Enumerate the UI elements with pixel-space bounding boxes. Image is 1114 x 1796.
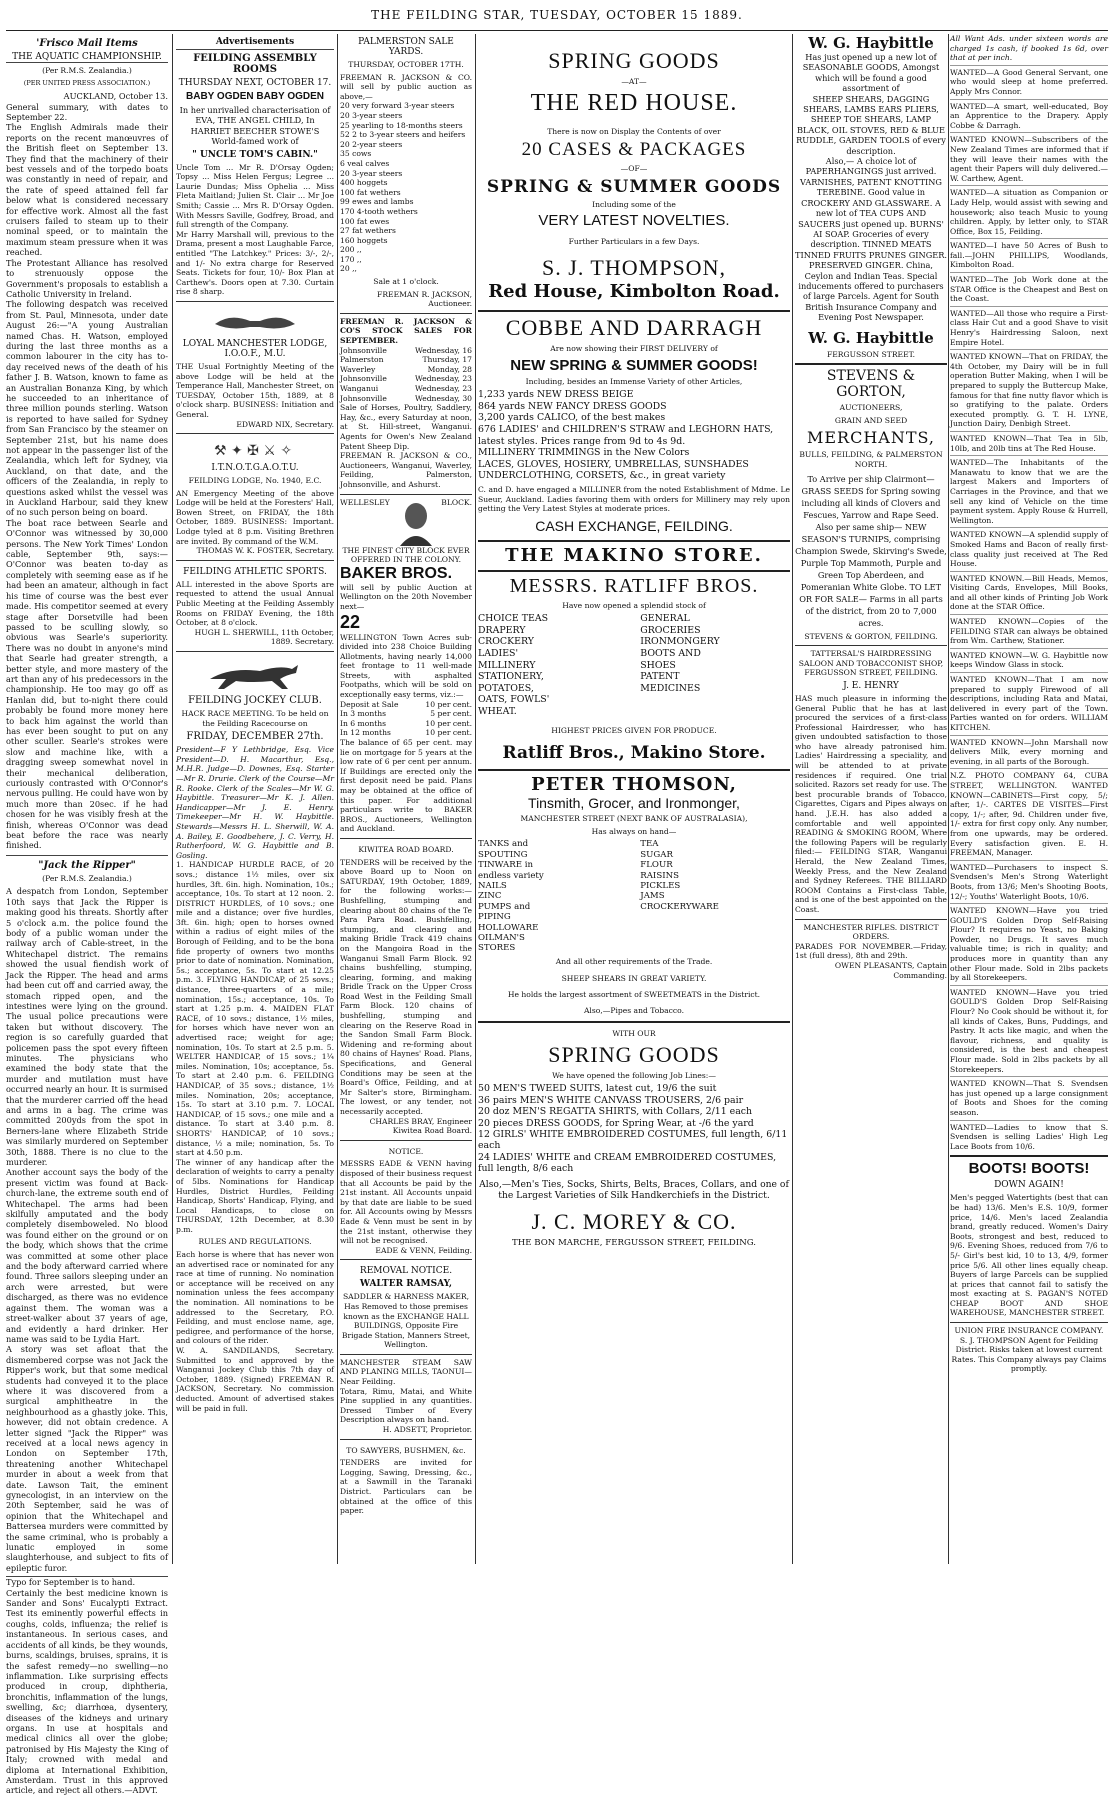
ad-body: HAS much pleasure in informing the General Public that he has at last procured the services of a first-class Professional Hairdresser, who has given undoubted satisfaction to those who have already patronised him. Ladies' Hairdressing a speciality, and will be attended to at private residences if required. One trial solicited. Razors set ready for use. The best procurable brands of Tobacco, Cigarettes, Cigars and Pipes always on hand. J.E.H. has also added a comfortable and well appointed READING & SMOKING ROOM, Where the following Papers will be regularly filed:— FEILDING STAR, Wanganui Herald, the New Zealand Times, Weekly Press, and the New Zealand and Sydney Referees. THE BILLIARD ROOM Contains a First-class Table, and is one of the best appointed on the Coast. (795, 693, 947, 914)
list-item: GENERAL GROCERIES (640, 613, 701, 636)
ad-signature: OWEN PLEASANTS, Captain Commanding. (834, 960, 947, 980)
ad-body: TENDERS will be received by the above Board up to Noon on SATURDAY, 19th October, 1889, for the following works:— Bushfelling, stumping and clearing about 80 chains of the Te Para Para Road. Bushfelling, stumping, and clearing and making Bridle Track 419 chains on the Mangoira Road in the Wanganui Small Farm Block. 92 chains bushfelling, stumping, clearing, forming, and making Bridle Track on the Upper Cross Road West in the Feilding Small Farm Block. 120 chains of bushfelling, stumping and clearing on the Reserve Road in the Sandon Small Farm Block. Widening and re-forming about 80 chains of Haynes' Road. Plans, Specifications, and General Conditions may be seen at the Board's Office, Feilding, and at Mr Salter's store, Birmingham. The lowest, or any tender, not necessarily accepted. (340, 857, 472, 1116)
cash-exchange: CASH EXCHANGE, FEILDING. (535, 517, 733, 534)
table-row (340, 365, 472, 375)
list-item: WANTED—The Inhabitants of the Manawatu to know that we are the largest Makers and Importers of Carriages in the Province, and that we sell any kind of Vehicle on the time payment system. Apply Rouse & Hurrell, Wellington. (950, 455, 1108, 525)
caption-right: BLOCK. (441, 497, 472, 507)
ad-sheep-shears: SHEEP SHEARS IN GREAT VARIETY. (561, 974, 707, 984)
ad-signature: W. A. SANDILANDS, Secretary. Submitted to and approved by the Wanganui Jockey Club this 7th day of October, 1889. (Signed) FREEMAN R. JACKSON, Secretary. No commission deducted. Amount of advertised stakes will be paid in full. (176, 1346, 334, 1413)
byline: (Per R.M.S. Zealandia.) (42, 873, 132, 883)
ad-title: REMOVAL NOTICE. (359, 1266, 453, 1277)
list-item: N.Z. PHOTO COMPANY 64, CUBA STREET, WELLINGTON. WANTED KNOWN—CABINETS—First copy, 5/; after, 1/-. CARTES DE VISITES—First copy, 1/-; after, 9d. Children under five, 1/- extra for first copy only. Any number, from one upwards, may be ordered. Every satisfaction given. E. H. FREEMAN, Manager. (950, 768, 1108, 857)
list-item: RAISINS (640, 870, 680, 881)
table-cell: 5 per cent. (430, 709, 472, 719)
ad-sweetmeats: He holds the largest assortment of SWEETMEATS in the District. (507, 990, 761, 1000)
column-display-ads (478, 34, 790, 1564)
red-house-title: SPRING GOODS (548, 48, 720, 73)
ad-body: WELLINGTON Town Acres sub-divided into 238 Choice Building Allotments, having nearly 14,000 feet frontage to 11 well-made Streets, with asphalted Footpaths, which will be sold on exceptionally easy terms, viz.:— (340, 632, 472, 700)
ad-body: S. J. THOMPSON Agent for Feilding District. Risks taken at lowest current Rates. This Company always pay Claims promptly. (951, 1335, 1107, 1374)
stevens-gorton-title: STEVENS & GORTON, (826, 368, 916, 401)
list-item: WANTED KNOWN—A splendid supply of Smoked Hams and Bacon of really first-class quality just received at The Red House. (950, 527, 1108, 568)
ad-body: THE Usual Fortnightly Meeting of the above Lodge will be held at the Temperance Hall, Manchester Street, on TUESDAY, October 15th, 1889, at 8 o'clock sharp. BUSINESS: Initiation and General. (176, 361, 334, 419)
table-cell: Wednesday, 30 (415, 393, 472, 403)
column-news (6, 34, 168, 1796)
dateline: AUCKLAND, October 13. (63, 91, 168, 102)
list-item: 52 2 to 3-year steers and heifers (340, 130, 466, 140)
ad-star: BABY OGDEN BABY OGDEN (186, 91, 324, 102)
ad-title: I.T.N.O.T.G.A.O.T.U. (211, 463, 299, 474)
ad-title: MANCHESTER STEAM SAW AND PLANING MILLS, TAONUI—Near Feilding. (340, 1357, 472, 1387)
list-item: WANTED KNOWN—Have you tried GOULD'S Golden Drop Self-Raising Flour? No Cook should be without it, for all kinds of Cakes, Buns, Puddings, and Pastry. It acts like magic, and when the flavour, richness, and quality is considered, is the best and cheapest Flour made. Sold in 2lbs packets by all Storekeepers. (950, 985, 1108, 1074)
ad-body: Totara, Rimu, Matai, and White Pine supplied in any quantities. Dressed Timber of Every Description always on hand. (340, 1386, 472, 1425)
column-divider (792, 34, 793, 1564)
list-item: PICKLES (640, 881, 681, 892)
list-item: 864 yards NEW FANCY DRESS GOODS (478, 400, 667, 412)
boots-subtitle: DOWN AGAIN! (994, 1180, 1064, 1191)
ad-races: 1. HANDICAP HURDLE RACE, of 20 sovs.; distance 1½ miles, over six hurdles, 3ft. 6in. high. Nomination, 10s.; acceptance, 10s. To start at 12 noon. 2. DISTRICT HURDLES, of 10 sovs.; one mile and a distance; over five hurdles, 3ft. 6in. high; open to horses owned within a radius of eight miles of the Borough of Feilding, and to be the bona fide property of owners two months prior to date of nomination. Nomination, 5s.; acceptance, 5s. To start at 12.25 p.m. 3. FLYING HANDICAP, of 25 sovs.; distance, three-quarters of a mile; nomination, 15s.; acceptance, 10s. To start at 1.25 p.m. 4. MAIDEN FLAT RACE, of 10 sovs.; distance, 1½ miles, for horses which have never won an advertised race; weight for age; nomination, 10s. To start at 2.5 p.m. 5. WELTER HANDICAP, of 15 sovs.; 1¼ miles. Nomination, 10s; acceptance, 5s. To start at 2.40 p.m. 6. FEILDING HANDICAP, of 35 sovs.; distance, 1½ miles. Nomination, 20s; acceptance, 15s. To start at 3.10 p.m. 7. LOCAL HANDICAP, of 15 sovs.; one mile and a distance. To start at 3.40 p.m. 8. SHORTS' HANDICAP, of 10 sovs.; distance, ½ a mile; nomination, 5s. To start at 4.50 p.m. (176, 860, 334, 1158)
ad-body: ALL interested in the above Sports are requested to attend the usual Annual Public Meeting at the Feilding Assembly Rooms on FRIDAY Evening, the 18th October, at 8 o'clock. (176, 579, 334, 628)
list-item: WANTED KNOWN—That Tea in 5lb, 10lb, and 20lb tins at The Red House. (950, 431, 1108, 453)
ad-title: NOTICE. (388, 1146, 424, 1156)
ad-footer: Sale at 1 o'clock. (373, 277, 439, 287)
list-item: TANKS and SPOUTING (478, 839, 529, 860)
ad-body: The winner of any handicap after the declaration of weights to carry a penalty of 5lbs. Nominations for Handicap Hurdles, District Hurdles, Feilding Handicap, Shorts' Handicap, Flying, and Local Handicaps, to close on THURSDAY, 12th December, at 8.30 p.m. (176, 1157, 334, 1234)
ad-signature: FREEMAN R. JACKSON, Auctioneer. (377, 289, 472, 309)
ad-towns: BULLS, FEILDING, & PALMERSTON NORTH. (799, 450, 943, 469)
list-item: 99 ewes and lambs (340, 197, 414, 207)
ad-title: FEILDING ASSEMBLY ROOMS (193, 53, 317, 75)
peter-thomson-list-right (640, 839, 790, 953)
ad-body: Men's pegged Watertights (best that can be had) 13/6. Men's E.S. 10/9, former price, 14/6. Men's laced Zealandia brand, greatly reduced. Women's Dairy Boots, strongest and best, reduced to 9/6. Evening Shoes, reduced from 7/6 to 5/- Girl's best kid, 10 to 13, 4/9, former price 5/6. All other lines equally cheap. Buyers of large Parcels can be supplied at prices that cannot fail to satisfy the most exacting at S. PAGAN'S NOTED CHEAP BOOT AND SHOE WAREHOUSE, MANCHESTER STREET. (950, 1193, 1108, 1318)
ad-including: Including some of the (592, 199, 676, 209)
column-divider (172, 34, 173, 1564)
table-row (340, 700, 472, 710)
list-item: OILMAN'S STORES (478, 933, 525, 954)
list-item: LADIES' MILLINERY (478, 648, 536, 671)
table-cell: In 3 months (340, 709, 387, 719)
ad-signature: EDWARD NIX, Secretary. (236, 419, 334, 429)
morey-firm: J. C. MOREY & CO. (531, 1208, 737, 1234)
list-item: UNDERCLOTHING, CORSETS, &c., in great variety (478, 470, 726, 482)
list-item: 35 cows (340, 149, 372, 159)
column-merchants (795, 34, 947, 1564)
ad-name: J. E. HENRY (843, 680, 899, 691)
table-cell: 10 per cent. (425, 718, 472, 728)
ad-title: MANCHESTER RIFLES. DISTRICT ORDERS. (803, 922, 939, 942)
ad-date: FRIDAY, DECEMBER 27th. (186, 731, 324, 743)
table-cell: Monday, 28 (427, 364, 472, 374)
column-wanted (950, 34, 1108, 1564)
table-cell: 10 per cent. (425, 699, 472, 709)
ad-merchants: MERCHANTS, (806, 428, 935, 448)
ad-at: —AT— (621, 77, 647, 86)
list-item: 676 LADIES' and CHILDREN'S STRAW and LEGHORN HATS, latest styles. Prices range from 9d to 4s 9d. (478, 423, 774, 447)
table-cell: 10 per cent. (425, 728, 472, 738)
ad-body: will sell by public Auction at Wellington on the 20th November next— (340, 582, 472, 611)
ad-of: —OF— (620, 164, 648, 174)
list-item: 1,233 yards NEW DRESS BEIGE (478, 389, 634, 401)
list-item: BOOTS AND SHOES (640, 648, 701, 671)
column-stock-sales (340, 34, 472, 1564)
list-item: WANTED KNOWN—Copies of the FEILDING STAR can always be obtained from Wm. Carthew, Stationer. (950, 614, 1108, 646)
list-item: WANTED KNOWN—Have you tried GOULD'S Golden Drop Self-Raising Flour? It requires no Yeast, no Baking Powder, no Drugs. It saves much valuable time; is rich in quality; and produces more in quantity than any other Flour made. Sold in 2lbs packets by all Storekeepers. (950, 903, 1108, 983)
list-item: 20 ,, (340, 264, 357, 274)
morey-address: THE BON MARCHE, FERGUSSON STREET, FEILDING. (511, 1237, 757, 1248)
column-divider (475, 34, 476, 1564)
table-cell: Deposit at Sale (340, 699, 399, 709)
ad-body: Mr Harry Marshall will, previous to the Drama, present a most Laughable Farce, entitled "The Latchkey." Prices: 3/-, 2/-, and 1/- No extra charge for Reserved Seats. Tickets for four, 10/- Box Plan at Carthew's. Doors open at 7.30. Curtain rise 8 sharp. (176, 229, 334, 297)
list-item: WANTED KNOWN.—Bill Heads, Memos, Visiting Cards, Envelopes, Mill Books, and all other kinds of Printing Job Work done at the STAR Office. (950, 571, 1108, 612)
ad-body: PARADES FOR NOVEMBER.—Friday, 1st (full dress), 8th and 29th. (795, 941, 947, 961)
masthead-rule (6, 30, 1108, 31)
ad-signature: HUGH L. SHERWILL, 11th October, 1889. Secretary. (194, 627, 334, 647)
list-item: 20 2-year steers (340, 139, 403, 149)
ad-body: MESSRS EADE & VENN having disposed of their business request that all Accounts be paid by the 21st instant. All Accounts unpaid by that date are liable to be sued for. All Accounts owing by Messrs Eade & Venn must be sent in by the 21st instant, otherwise they will not be recognised. (340, 1159, 472, 1246)
list-item: 160 hoggets (340, 235, 388, 245)
ad-rules-heading: RULES AND REGULATIONS. (198, 1237, 312, 1247)
ad-goods: NEW SPRING & SUMMER GOODS! (510, 356, 758, 374)
lodge-emblems-icon (210, 441, 300, 459)
table-cell: Waverley (340, 364, 376, 374)
ad-signature: FREEMAN R. JACKSON & CO., Auctioneers, Wanganui, Waverley, Feilding, Palmerston, Johnsonville, and Ashurst. (340, 451, 472, 489)
ad-body: SADDLER & HARNESS MAKER, Has Removed to those premises known as the EXCHANGE HALL BUILDINGS, Opposite Fire Brigade Station, Manners Street, Wellington. (341, 1292, 471, 1350)
list-item: 20 pieces DRESS GOODS, for Spring Wear, at -/6 the yard (478, 1117, 754, 1129)
ad-title: FREEMAN R. JACKSON & CO'S STOCK SALES FOR SEPTEMBER. (340, 316, 472, 346)
ad-body: AN Emergency Meeting of the above Lodge will be held at the Foresters' Hall, Bowen Street, on FRIDAY, the 18th October, 1889. BUSINESS: Important. Lodge tyled at 8 p.m. Visiting Brethren are invited. By command of the W.M. (176, 488, 334, 546)
paragraph: Typo for September is to hand. (6, 1576, 168, 1587)
table-cell: Wednesday, 23 (415, 374, 472, 384)
list-item: 20 3-year steers (340, 110, 403, 120)
list-item: 170 ,, (340, 254, 362, 264)
ratliff-list-left (478, 613, 628, 717)
list-item: CROCKERY (478, 636, 534, 648)
table-row (340, 374, 472, 384)
table-row (340, 728, 472, 738)
list-item: PATENT MEDICINES (640, 671, 701, 694)
ad-body: Also,— A choice lot of PAPERHANGINGS just arrived. VARNISHES, PATENT KNOTTING TEREBINE. Good value in CROCKERY AND GLASSWARE. A new lot of TEA CUPS AND SAUCERS just opened up. BURNS' AI SOAP. Groceries of every description. TINNED MEATS TINNED FRUITS PRUNES GINGER. PRESERVED GINGER. China, Ceylon and Indian Teas. Special inducements offered to purchasers of large Parcels. Agent for South British Insurance Company and Evening Post Newspaper. (795, 156, 947, 323)
ad-body: TENDERS are invited for Logging, Sawing, Dressing, &c., at a Sawmill in the Taranaki District. Particulars can be obtained at the office of this paper. (340, 1458, 472, 1516)
ad-intro: Have now opened a splendid stock of (562, 600, 706, 610)
list-item: IRONMONGERY (640, 636, 720, 648)
list-item: WANTED KNOWN—That I am now prepared to supply Firewood of all descriptions, including Rata and Matai, delivered in every part of the Town. Parties wanted on for orders. WILLIAM KITCHEN. (950, 672, 1108, 733)
list-item: 50 MEN'S TWEED SUITS, latest cut, 19/6 the suit (478, 1083, 717, 1095)
ad-spring-summer: SPRING & SUMMER GOODS (486, 176, 782, 197)
list-item: TINWARE in endless variety (478, 860, 544, 881)
table-row (340, 346, 472, 356)
ad-cases: 20 CASES & PACKAGES (521, 139, 747, 161)
ad-title: PALMERSTON SALE YARDS. (358, 37, 454, 57)
list-item: WANTED KNOWN—That on FRIDAY, the 4th October, my Dairy will be in full operation Butter Making, when I will be prepared to supply the Buttercup Make, famous for that fine nutty flavor which is so gratifying to the palate. Orders executed promptly. G. T. H. LYNE, Junction Dairy, Denbigh Street. (950, 349, 1108, 429)
haybittle-signature: W. G. Haybittle (808, 328, 934, 347)
ad-title: UNION FIRE INSURANCE COMPANY. (954, 1326, 1104, 1336)
makino-store-title: THE MAKINO STORE. (505, 544, 763, 566)
ad-signature: H. ADSETT, Proprietor. (382, 1425, 472, 1435)
list-item: STATIONERY, POTATOES, OATS, FOWLS' WHEAT. (478, 671, 550, 718)
peter-thomson-trade: Tinsmith, Grocer, and Ironmonger, (528, 795, 740, 812)
thompson-address: Red House, Kimbolton Road. (488, 280, 780, 302)
ad-novelties: VERY LATEST NOVELTIES. (538, 212, 730, 230)
list-item: WANTED—All those who require a First-class Hair Cut and a good Shave to visit Henry's Hairdressing Saloon, next Empire Hotel. (950, 306, 1108, 347)
ratliff-list-right (640, 613, 790, 717)
stock-list (340, 101, 472, 274)
list-item: 200 ,, (340, 245, 362, 255)
ad-title: THE FINEST CITY BLOCK EVER OFFERED IN THE COLONY. (342, 545, 470, 565)
cobbe-darragh-lines (478, 389, 790, 482)
list-item: TEA (640, 839, 659, 850)
ad-body: Sale of Horses, Poultry, Saddlery, Hay, &c., every Saturday at noon, at St. Hill-street, Wanganui. Agents for Owen's New Zealand Patent Sheep Dip. (340, 403, 472, 451)
ad-including: Including, besides an Immense Variety of other Articles, (525, 376, 743, 386)
peter-thomson-title: PETER THOMSON, (531, 774, 737, 796)
ad-title: FEILDING ATHLETIC SPORTS. (183, 566, 327, 577)
ratliff-signature: Ratliff Bros., Makino Store. (502, 743, 766, 764)
wanted-list (950, 65, 1108, 1152)
ad-address: MANCHESTER STREET (NEXT BANK OF AUSTRALASIA), (520, 814, 748, 824)
advertisement-text: Certainly the best medicine known is Sander and Sons' Eucalypti Extract. Test its eminently powerful effects in coughs, colds, influenza; the relief is instantaneous. In serious cases, and accidents of all kinds, be they wounds, burns, scaldings, bruises, sprains, it is the safest remedy—no swelling—no inflammation. Like surprising effects produced in croup, diphtheria, bronchitis, inflammation of the lungs, swelling, &c; diarrhœa, dysentery, diseases of the kidneys and urinary organs. In use at hospitals and medical clinics all over the globe; patronised by His Majesty the King of Italy; crowned with medal and diploma at International Exhibition, Amsterdam. Trust in this approved article, and reject all others.—ADVT. (6, 1587, 168, 1796)
paragraph: A story was set afloat that the dismembered corpse was not Jack the Ripper's work, but that some medical students had conveyed it to the place where it was discovered from a surgical amphitheatre in the neighbourhood as a ghastly joke. This, however, did not obtain credence. A letter signed "Jack the Ripper" was received at a local news agency in London on September 17th, threatening another Whitechapel murder in about a week from that date. Lawson Tait, the eminent gynecologist, in an interview on the 20th September, said he was of opinion that the Whitechapel and Battersea murders were committed by the same criminal, who is probably a lunatic employed in some slaughterhouse, and subject to fits of epileptic furor. (6, 1344, 168, 1573)
table-cell: Wednesday, 23 (415, 384, 472, 393)
ad-date: THURSDAY NEXT, OCTOBER 17. (178, 78, 332, 88)
list-item: 100 fat wethers (340, 187, 401, 197)
paragraph: A despatch from London, September 10th says that Jack the Ripper is making good his threats. Shortly after 5 o'clock a.m. the police found the body of a public woman under the railway arch of Cable-street, in the Whitechapel district. The remains showed the usual fiendish work of Jack the Ripper. The head and arms had been cut off and carried away, the stomach ripped open, and the intestines were lying on the ground. The usual police precautions were taken but without discovery. The region is so carefully guarded that policemen pass the spot every fifteen minutes. The physicians who examined the body state that the murder and mutilation must have occurred nearly an hour. It is surmised that the murderer carried off the head and arms in a bag. The crime was committed 200yds from the spot in Berners-lane where Elizabeth Stride was similarly murdered on September 30th, 1888. There is no clue to the murderer. (6, 886, 168, 1167)
column-divider (337, 34, 338, 1564)
list-item: 25 yearling to 18-months steers (340, 120, 463, 130)
list-item: CROCKERYWARE (640, 901, 719, 912)
list-item: 12 GIRLS' WHITE EMBROIDERED COSTUMES, full length, 6/11 each (478, 1129, 788, 1152)
ad-note: C. and D. have engaged a MILLINER from the noted Establishment of Mdme. Le Sueur, Auckland. Ladies favoring them with orders for Millinery may rely upon getting the Very Latest Styles at moderate prices. (478, 484, 790, 514)
list-item: ZINC (478, 891, 502, 902)
list-item: WANTED—A smart, well-educated, Boy an Apprentice to the Drapery. Apply Cobbe & Darragh. (950, 99, 1108, 131)
list-item: WANTED—Ladies to know that S. Svendsen is selling Ladies' High Leg Lace Boots from 10/6. (950, 1120, 1108, 1152)
ad-body: To Arrive per ship Clairmont— GRASS SEEDS for Spring sowing including all kinds of Clovers and Fescues, Yarrow and Rape Seed. Also per same ship— NEW SEASON'S TURNIPS, comprising Champion Swede, Skirving's Swede, Purple Top Mammoth, Purple and Green Top Aberdeen, and Pomeranian White Globe. TO LET OR FOR SALE— Farms in all parts of the district, from 20 to 7,000 acres. (795, 473, 947, 628)
byline: (Per R.M.S. Zealandia.) (42, 66, 132, 75)
sale-schedule (340, 346, 472, 404)
ad-subtitle: AUCTIONEERS, (839, 403, 903, 413)
list-item: 20 very forward 3-year steers (340, 101, 455, 111)
list-item: 27 fat wethers (340, 226, 396, 236)
list-item: WANTED—A situation as Companion or Lady Help, would assist with sewing and housework; also teach Music to young children. Apply, by letter only, to STAR Office, Box 15, Feilding. (950, 185, 1108, 236)
ad-body: The balance of 65 per cent. may lie on mortgage for 5 years at the low rate of 6 per cent per annum. If Buildings are erected only the first deposit need be paid. Plans may be obtained at the office of this paper. For additional particulars write to BAKER BROS., Auctioneers, Wellington and Auckland. (340, 738, 472, 834)
table-row (340, 394, 472, 404)
cobbe-darragh-title: COBBE AND DARRAGH (505, 314, 763, 340)
thompson-name: S. J. THOMPSON, (542, 254, 726, 280)
clasped-hands-icon (210, 309, 300, 335)
ad-pipes: Also,—Pipes and Tobacco. (583, 1005, 685, 1015)
paragraph: The English Admirals made their reports on the recent manœuvres of the British fleet on September 13. They find that the machinery of their best vessels and of the torpedo boats was constantly in need of repair, and the rate of speed attained fell far below what is considered necessary for effective work. Almost all the fast cruisers failed to steam up to their nominal speed, or to maintain the maximum steam pressure when it was reached. (6, 122, 168, 258)
ad-cast: Uncle Tom ... Mr R. D'Orsay Ogden; Topsy ... Miss Helen Fergus; Legree ... Laurie Dundas; Miss Ophelia ... Miss Fleta Maitland; Julien St. Clair ... Mr Joe Smith; Cassie ... Mrs R. D'Orsay Ogden. With Messrs Saville, Godfrey, Broad, and full strength of the Company. (176, 162, 334, 230)
table-cell: Johnsonville (340, 393, 387, 403)
ad-further: Further Particulars in a few Days. (568, 237, 700, 247)
paragraph: Another account says the body of the present victim was found at Back-church-lane, the extreme south end of Whitechapel. The arms had been skilfully amputated and the body completely disemboweled. No blood was found either on the ground or on the body, which shows that the crime was committed at some other place and the body afterward carried where found. Three sailors sleeping under an arch were arrested, but were discharged, as there was no evidence against them. The woman was a street-walker about 37 years of age, and evidently a hard drinker. Her name was said to be Lydia Hart. (6, 1167, 168, 1344)
list-item: JAMS (640, 891, 665, 902)
news-subheading: THE AQUATIC CHAMPIONSHIP. (6, 52, 168, 63)
ad-subtitle: FEILDING LODGE, No. 1940, E.C. (188, 476, 322, 486)
table-cell: Thursday, 17 (422, 355, 472, 365)
ad-title: KIWITEA ROAD BOARD. (358, 844, 454, 854)
table-cell: Wednesday, 16 (415, 345, 472, 355)
table-cell: Palmerston (340, 355, 384, 365)
list-item: SUGAR (640, 849, 673, 860)
morey-job-lines (478, 1083, 790, 1174)
boots-title: BOOTS! BOOTS! (968, 1160, 1090, 1178)
ad-items: SHEEP SHEARS, DAGGING SHEARS, LAMBS EARS PLIERS, SHEEP TOE SHEARS, LAMP BLACK, OIL STOVES, RED & BLUE RUDDLE, GARDEN TOOLS of every description. (796, 93, 946, 156)
table-cell: Wanganui (340, 384, 379, 393)
ad-body: In her unrivalled characterisation of EVA, THE ANGEL CHILD, In HARRIET BEECHER STOWE'S World-famed work of (179, 105, 331, 147)
want-ads-rates: All Want Ads. under sixteen words are charged 1s cash, if booked 1s 6d, over that at per inch. (950, 34, 1108, 63)
news-heading: 'Frisco Mail Items (36, 38, 138, 49)
list-item: 3,200 yards CALICO, of the best makes (478, 412, 666, 424)
table-row (340, 384, 472, 394)
ad-signature: STEVENS & GORTON, FEILDING. (804, 631, 938, 641)
list-item: NAILS (478, 881, 507, 892)
press-association: (PER UNITED PRESS ASSOCIATION.) (23, 78, 151, 87)
paragraph: The following despatch was received from St. Paul, Minnesota, under date August 26:—"A young Australian named Chas. H. Watson, employed during the last three months as a common labourer in the city has to-day received news of the death of his father J. B. Watson, known to fame as an Australian Bonanza King, by which he succeeded to an inheritance of three million pounds sterling. Watson is reported to have sailed for Sydney from San Francisco by the steamer on September 21st, but his name does not appear in the passenger list of the Zealandia, which left for Sydney, via Auckland, on that date, and the officers of the Zealandia, in reply to questions asked whilst the vessel was in Auckland Harbour, said they knew of no such person being on board. (6, 299, 168, 518)
list-item: MILLINERY TRIMMINGS in the New Colors (478, 447, 690, 459)
ad-subtitle: HACK RACE MEETING. To be held on the Feilding Racecourse on (181, 709, 329, 728)
paragraph: General summary, with dates to September 22. (6, 101, 168, 122)
ad-signature: EADE & VENN, Feilding. (375, 1245, 472, 1255)
advertisements-heading: Advertisements (176, 37, 334, 50)
ad-also: Also,—Men's Ties, Socks, Shirts, Belts, Braces, Collars, and one of the Largest Varieties of Silk Handkerchiefs in the District. (479, 1178, 789, 1201)
list-item: CHOICE TEAS (478, 613, 549, 625)
list-item: 24 LADIES' WHITE and CREAM EMBROIDERED COSTUMES, full length, 8/6 each (478, 1151, 777, 1175)
table-row (340, 719, 472, 729)
ad-title: FEILDING JOCKEY CLUB. (188, 695, 322, 706)
haybittle-title: W. G. Haybittle (808, 34, 934, 52)
list-item: WANTED—I have 50 Acres of Bush to fall.—JOHN PHILLIPS, Woodlands, Kimbolton Road. (950, 238, 1108, 270)
morey-spring-title: SPRING GOODS (548, 1041, 720, 1067)
ad-name: WALTER RAMSAY, (359, 1279, 453, 1290)
list-item: PUMPS and PIPING (478, 901, 531, 923)
racehorse-icon (200, 659, 310, 691)
paragraph: The Protestant Alliance has resolved to strenuously oppose the Government's proposals to establish a Catholic University in Ireland. (6, 257, 168, 299)
table-cell: Johnsonville (340, 374, 387, 384)
ad-body: Has just opened up a new lot of SEASONABLE GOODS, Amongst which will be found a good assortment of (802, 52, 940, 94)
list-item: FLOUR (640, 860, 673, 871)
list-item: 20 doz MEN'S REGATTA SHIRTS, with Collars, 2/11 each (478, 1106, 753, 1118)
ad-signature: THOMAS W. K. FOSTER, Secretary. (196, 546, 334, 556)
list-item: WANTED—The Job Work done at the STAR Office is the Cheapest and Best on the Coast. (950, 272, 1108, 304)
ad-date: THURSDAY, OCTOBER 17TH. (348, 60, 464, 69)
table-cell: Johnsonville (340, 345, 387, 355)
list-item: WANTED KNOWN—Subscribers of the New Zealand Times are informed that if they will leave their names with the agent their Papers will duly delivered.—W. Carthew, Agent. (950, 132, 1108, 183)
table-cell: In 12 months (340, 728, 391, 738)
paragraph: The boat race between Searle and O'Connor was witnessed by 30,000 persons. The New York Times' London cable, September 9th, says:—O'Connor was beaten to-day as completely with seeming ease as if he had been an amateur, although in fact his time of course was the best ever made. His competitor seemed at every stage after Dorsetville had been passed to be sculling slowly, so obvious was Searle's superiority. There was no doubt in anyone's mind that Searle had greater strength, a better style, and more mastery of the art than any of his predecessors in the championship. He too may go off as Hanlan did, but to-night there could probably be found more money here to back him against the world than has ever been sought to put on any other sculler. Searle's strokes were slow and machine like, with a dragging sweep somewhat novel in their mechanical deliberation, curiously contrasted with O'Connor's nervous pulling. He could have won by much more than 20sec. if he had chosen for he was visibly fresh at the finish, whereas O'Connor was dead beat before the race was nearly finished. (6, 517, 168, 851)
ad-has: Has always on hand— (591, 826, 677, 836)
list-item: 170 4-tooth wethers (340, 206, 418, 216)
list-item: WANTED KNOWN—That S. Svendsen has just opened up a large consignment of Boots and Shoes for the coming season. (950, 1076, 1108, 1117)
ad-intro: Are now showing their FIRST DELIVERY of (550, 343, 718, 353)
ad-play: " UNCLE TOM'S CABIN." (192, 149, 318, 160)
ad-body: FREEMAN R. JACKSON & CO. will sell by public auction as above,— (340, 72, 472, 101)
portrait-engraving-icon (396, 498, 436, 546)
ad-with: WITH OUR (612, 1029, 656, 1039)
ad-rules: Each horse is where that has never won an advertised race or nominated for any race at time of running. No nomination or acceptance will be received on any nomination unless the fees accompany the nomination. All nominations to be addressed to the Secretary, P.O. Feilding, and must enclose name, age, pedigree, and performance of the horse, and colours of the rider. (176, 1250, 334, 1346)
haybittle-street: FERGUSSON STREET. (827, 349, 915, 359)
column-advertisements (176, 34, 334, 1564)
payment-terms (340, 700, 472, 738)
list-item: HOLLOWARE (478, 922, 539, 933)
list-item: LACES, GLOVES, HOSIERY, UMBRELLAS, SUNSHADES (478, 458, 749, 470)
lot-number: 22 (340, 611, 361, 632)
list-item: WANTED KNOWN—W. G. Haybittle now keeps Window Glass in stock. (950, 648, 1108, 670)
ad-intro: We have opened the following Job Lines:— (552, 1070, 716, 1080)
list-item: WANTED—Purchasers to inspect S. Svendsen's Men's Strong Waterlight Boots, from 13/6; Men's Shooting Boots, 12/-; Youths' Waterlight Boots, 10/6. (950, 860, 1108, 901)
ad-and: And all other requirements of the Trade. (555, 956, 713, 966)
red-house-name: THE RED HOUSE. (530, 89, 738, 116)
list-item: DRAPERY (478, 624, 526, 636)
ad-grain: GRAIN AND SEED (834, 415, 908, 425)
ad-signature: CHARLES BRAY, Engineer Kiwitea Road Board. (369, 1116, 472, 1136)
ad-title: TATTERSAL'S HAIRDRESSING SALOON AND TOBACCONIST SHOP, FERGUSSON STREET, FEILDING. (798, 649, 944, 678)
list-item: 100 fat ewes (340, 216, 390, 226)
masthead: THE FEILDING STAR, TUESDAY, OCTOBER 15 1889. (371, 8, 743, 22)
peter-thomson-list-left (478, 839, 628, 953)
list-item: 36 pairs MEN'S WHITE CANVASS TROUSERS, 2/6 pair (478, 1094, 744, 1106)
caption-left: WELLESLEY (340, 497, 390, 507)
table-cell: In 6 months (340, 718, 387, 728)
ad-officials: President—F Y Lethbridge, Esq. Vice President—D. H. Macarthur, Esq., M.H.R. Judge—D. Downes, Esq. Starter—Mr R. Drurie. Clerk of the Course—Mr R. Rooke. Clerk of the Scales—Mr W. G. Haybittle. Treasurer—Mr K. J. Allen. Handicapper—Mr J. E. Henry. Timekeeper—Mr H. W. Haybittle. Stewards—Messrs H. L. Sherwill, W. A. A. Bailey, E. Goodbehere, J. C. Verry, H. Rutherfoord, W. G. Haybittle and B. Gosling. (176, 745, 334, 860)
table-row (340, 709, 472, 719)
list-item: 400 hoggets (340, 178, 388, 188)
list-item: WANTED KNOWN—John Marshall now delivers Milk, every morning and evening, in all parts of the Borough. (950, 735, 1108, 767)
column-divider (948, 34, 949, 1564)
list-item: 20 3-year steers (340, 168, 403, 178)
table-row (340, 355, 472, 365)
firm-name: BAKER BROS. (340, 564, 453, 582)
list-item: 6 veal calves (340, 158, 390, 168)
ad-title: TO SAWYERS, BUSHMEN, &c. (346, 1445, 466, 1455)
ripper-heading: "Jack the Ripper" (6, 855, 168, 871)
ad-intro: There is now on Display the Contents of over (547, 126, 721, 136)
svg-text:⚒ ✦ ✠ ⚔ ✧: ⚒ ✦ ✠ ⚔ ✧ (214, 443, 293, 460)
ad-produce: HIGHEST PRICES GIVEN FOR PRODUCE. (551, 725, 717, 735)
list-item: WANTED—A Good General Servant, one who would sleep at home preferred. Apply Mrs Connor. (950, 65, 1108, 97)
ad-title: LOYAL MANCHESTER LODGE, I.O.O.F., M.U. (182, 338, 328, 359)
ratliff-title: MESSRS. RATLIFF BROS. (509, 574, 759, 597)
